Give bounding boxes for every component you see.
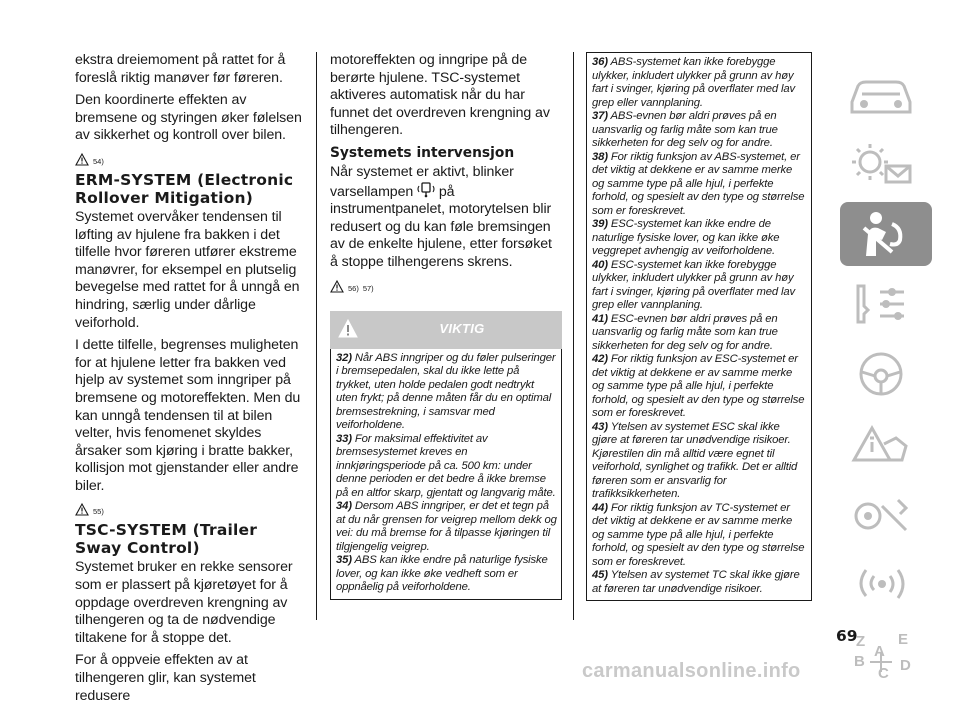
important-box-header xyxy=(330,311,562,349)
note-text: Ytelsen av systemet ESC skal ikke gjøre at føreren tar unødvendige risikoer. Kjørestilen din må alltid være egnet til veiforhold, synlighet og trafikk. Det er alltid føreren som er ansvarlig for trafikksikkerheten. xyxy=(592,420,798,500)
warning-reference xyxy=(75,500,305,516)
note-text: Dersom ABS inngriper, er det et tegn på at du når grensen for veigrep mellom dekk og vei: du må bremse for å tilpasse kjøringen til tilgjengelig veigrep. xyxy=(336,500,557,553)
note-number: 40) xyxy=(592,258,608,271)
note-number: 39) xyxy=(592,218,608,230)
note-number: 42) xyxy=(592,353,608,365)
footnote-ref[interactable]: 57) xyxy=(362,283,374,293)
nav-multimedia[interactable] xyxy=(826,550,936,618)
note-text: For riktig funksjon av ABS-systemet, er det viktig at dekkene er av samme merke og samme type på alle hjul, i perfekte forhold, og spesielt av den type og størrelse som er foreskrevet. xyxy=(592,150,805,217)
note-item xyxy=(592,218,807,259)
nav-maintenance[interactable] xyxy=(826,480,936,548)
paragraph: For å oppveie effekten av at tilhengeren glir, kan systemet redusere xyxy=(75,652,256,704)
note-item xyxy=(592,259,807,313)
footnote-ref[interactable]: 55) xyxy=(93,507,104,517)
section-heading-erm: ERM-SYSTEM (Electronic Rollover Mitigation) xyxy=(75,170,294,207)
paragraph: motoreffekten og inngripe på de berørte hjulene. TSC-systemet aktiveres automatisk når du har funnet det overdreven krengning av tilhengeren. xyxy=(330,52,550,139)
car-dashboard-icon xyxy=(842,66,920,122)
note-text: ESC-evnen bør aldri prøves på en uansvarlig og farlig måte som kan true sikkerheten for deg selv og for andre. xyxy=(592,312,778,352)
note-item xyxy=(592,313,807,354)
warning-reference xyxy=(75,150,305,166)
note-number: 43) xyxy=(592,420,608,433)
note-number: 34) xyxy=(336,500,352,513)
note-text: ESC-systemet kan ikke forebygge ulykker, inkludert ulykker på grunn av høy fart i svinger, kjøring på overflater med lav grep eller vannplaning. xyxy=(592,258,795,311)
section-heading-tsc: TSC-SYSTEM (Trailer Sway Control) xyxy=(75,521,258,558)
note-text: Når ABS inngriper og du føler pulseringer i bremsepedalen, skal du ikke lette på trykket, uten holde pedalen godt nedtrykt uten frykt; på denne måten får du en optimal bremsestrekning, i samsvar med veiforholdene. xyxy=(336,351,556,432)
note-number: 36) xyxy=(592,56,608,68)
important-label: VIKTIG xyxy=(439,320,485,336)
note-item xyxy=(592,151,807,219)
trailer-sway-warning-icon xyxy=(417,182,435,198)
note-item xyxy=(592,502,807,570)
nav-emergency[interactable] xyxy=(826,410,936,478)
index-letter: A xyxy=(874,643,885,660)
note-item xyxy=(592,110,807,151)
note-item xyxy=(592,56,807,110)
note-item xyxy=(336,433,557,501)
paragraph: Den koordinerte effekten av bremsene og styringen øker følelsen av sikkerhet og kontroll over bilen. xyxy=(75,92,302,144)
paragraph: Systemet bruker en rekke sensorer som er plassert på kjøretøyet for å oppdage overdreven krengning av tilhengeren og ta de nødvendige tiltakene for å stoppe det. xyxy=(75,559,293,646)
index-letter: D xyxy=(900,657,911,674)
paragraph: ekstra dreiemoment på rattet for å foreslå riktig manøver før føreren. xyxy=(75,52,286,86)
note-number: 38) xyxy=(592,150,608,163)
nav-car-dashboard[interactable] xyxy=(826,60,936,128)
note-item xyxy=(336,500,557,554)
note-number: 33) xyxy=(336,432,352,445)
note-text: For riktig funksjon av ESC-systemet er det viktig at dekkene er av samme merke og samme type på alle hjul, i perfekte forhold, og spesielt av den type og størrelse som er foreskrevet. xyxy=(592,353,805,419)
note-number: 35) xyxy=(336,554,352,567)
page-number: 69 xyxy=(836,627,858,645)
column-3 xyxy=(586,52,812,601)
note-item xyxy=(336,554,557,595)
nav-starting-driving[interactable] xyxy=(826,270,936,338)
paragraph-part: på instrumentpanelet, motorytelsen blir redusert og du kan føle bremsingen av de enkelte hjulene, etter forsøket å stoppe tilhengerens skrens. xyxy=(330,183,552,270)
paragraph-part: Når systemet er aktivt, blinker varsellampen xyxy=(330,163,514,200)
footnote-ref[interactable]: 56) xyxy=(348,283,359,293)
note-number: 45) xyxy=(592,569,608,581)
index-letter: Z xyxy=(856,633,866,650)
important-notes-box-continued xyxy=(586,52,812,601)
index-letter: E xyxy=(898,631,909,648)
note-item xyxy=(336,352,557,433)
warning-triangle-icon xyxy=(75,153,89,166)
note-number: 41) xyxy=(592,312,608,325)
note-text: ABS-evnen bør aldri prøves på en uansvarlig og farlig måte som kan true sikkerheten for deg selv og for andre. xyxy=(592,110,778,149)
warning-triangle-icon xyxy=(330,280,344,293)
warning-lights-icon xyxy=(842,136,920,192)
note-item xyxy=(592,421,807,502)
emergency-icon xyxy=(842,416,920,472)
note-item xyxy=(592,569,807,596)
multimedia-icon xyxy=(842,556,920,612)
note-number: 32) xyxy=(336,351,352,364)
note-number: 37) xyxy=(592,110,608,122)
note-text: ESC-systemet kan ikke endre de naturlige fysiske lover, og kan ikke øke veggrepet avhengig av veiforholdene. xyxy=(592,218,780,257)
subheading-intervention: Systemets intervensjon xyxy=(330,144,515,161)
important-notes-box xyxy=(330,349,562,600)
note-text: For riktig funksjon av TC-systemet er det viktig at dekkene er av samme merke og samme type på alle hjul, i perfekte forhold, og spesielt av den type og størrelse som er foreskrevet. xyxy=(592,501,805,568)
note-text: ABS kan ikke endre på naturlige fysiske lover, og kan ikke øke vedheft som er oppnåelig på veiforholdene. xyxy=(336,554,548,594)
column-divider xyxy=(573,52,574,620)
warning-triangle-icon xyxy=(75,503,89,516)
note-text: Ytelsen av systemet TC skal ikke gjøre at føreren tar unødvendige risikoer. xyxy=(592,569,800,595)
steering-wheel-icon xyxy=(842,346,920,402)
maintenance-icon xyxy=(842,486,920,542)
note-text: For maksimal effektivitet av bremsesystemet kreves en innkjøringsperiode på ca. 500 km: under denne perioden er det bedre å ikke bremse på en altfor skarp, gjentatt og langvarig måte. xyxy=(336,432,556,499)
paragraph: Systemet overvåker tendensen til løfting av hjulene fra bakken i det tilfelle hvor føreren utfører ekstreme manøvrer, for eksempel en plutselig bevegelse med rattet for å unngå en hindring, særlig under dårlige veiforhold. xyxy=(75,208,300,331)
index-letter: C xyxy=(878,665,889,682)
starting-driving-icon xyxy=(842,276,920,332)
paragraph: I dette tilfelle, begrenses muligheten for at hjulene letter fra bakken ved hjelp av systemet som inngriper på bremsene og motoreffekten. Men du kan unngå tendensen til at bilen velter, hvis fenomenet skyldes årsaker som kjøring i bratte bakker, kollisjon mot gjenstander eller andre biler. xyxy=(75,337,301,494)
nav-warning-lights[interactable] xyxy=(826,130,936,198)
column-1 xyxy=(75,52,305,710)
nav-steering[interactable] xyxy=(826,340,936,408)
index-letter: B xyxy=(854,653,865,670)
paragraph xyxy=(330,164,562,272)
safety-airbag-icon xyxy=(842,206,920,262)
warning-reference xyxy=(330,277,562,293)
column-2 xyxy=(330,52,562,600)
footnote-ref[interactable]: 54) xyxy=(93,156,104,166)
chapter-sidebar xyxy=(826,60,936,690)
note-text: ABS-systemet kan ikke forebygge ulykker, inkludert ulykker på grunn av høy fart i svinger, kjøring på overflater med lav grep eller vannplaning. xyxy=(592,56,795,109)
column-divider xyxy=(316,52,317,620)
note-number: 44) xyxy=(592,501,608,514)
watermark: carmanualsonline.info xyxy=(582,660,801,682)
nav-safety[interactable] xyxy=(826,200,936,268)
note-item xyxy=(592,353,807,421)
